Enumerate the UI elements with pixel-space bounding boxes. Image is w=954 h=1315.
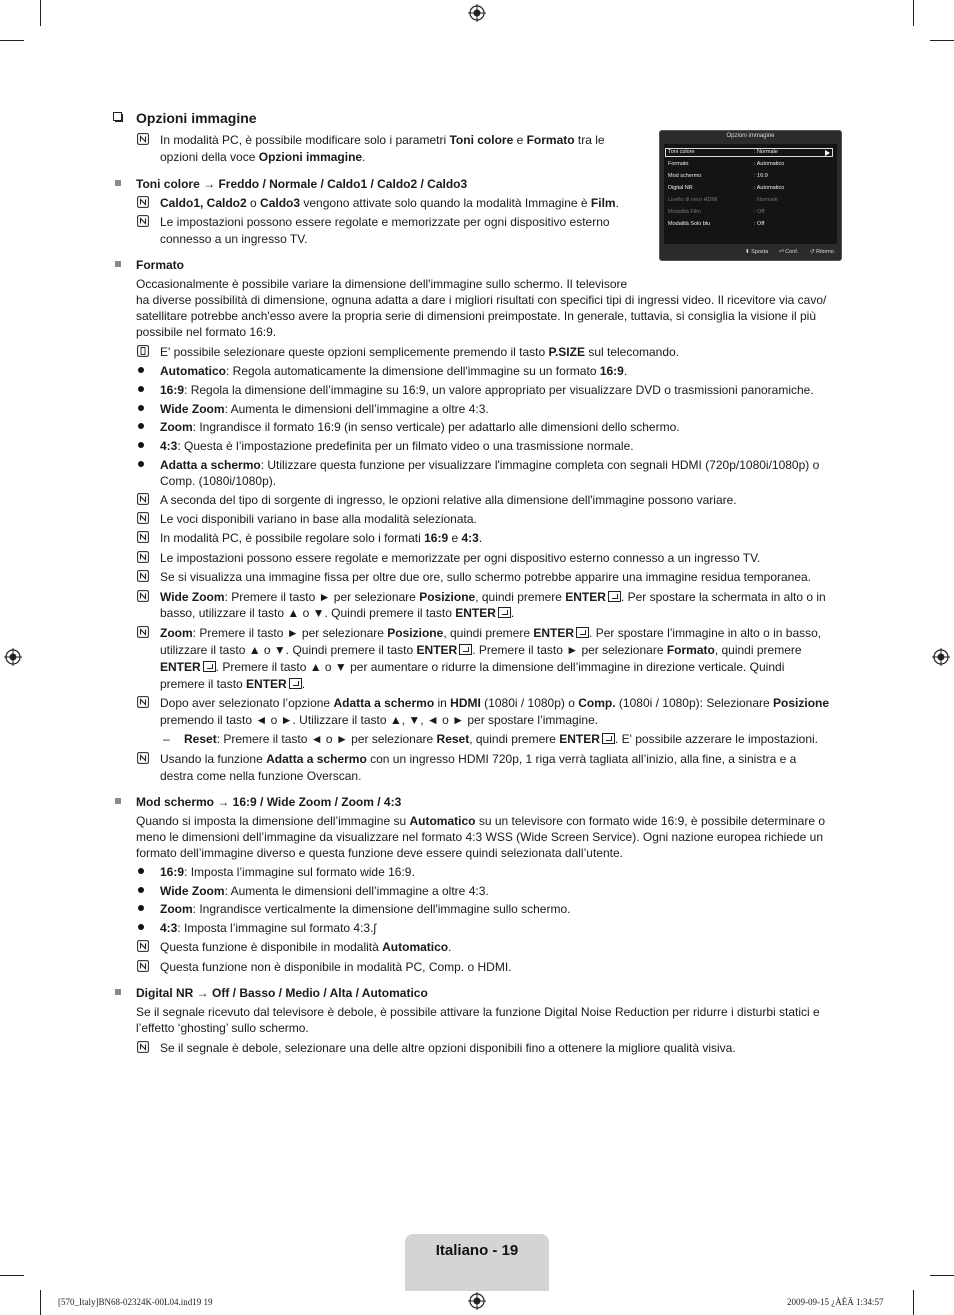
- print-slug-left: [570_Italy]BN68-02324K-00L04.ind19 19: [58, 1297, 213, 1307]
- mod-bullet-widezoom: Wide Zoom: Aumenta le dimensioni dell’immagine a oltre 4:3.: [160, 884, 489, 898]
- osd-menu-panel: [659, 130, 842, 261]
- formato-bullet-automatico: Automatico: Regola automaticamente la dimensione dell'immagine su un formato 16:9.: [160, 364, 628, 378]
- formato-note-7d: premere il tasto ENTER .: [160, 677, 306, 691]
- intro-note-line-2: opzioni della voce Opzioni immagine.: [160, 150, 366, 164]
- dash-bullet: –: [163, 732, 170, 746]
- formato-para: Occasionalmente è possibile variare la dimensione dell'immagine sullo schermo. Il televisore: [136, 277, 628, 291]
- note-icon: [137, 196, 149, 208]
- formato-bullet-169: 16:9: Regola la dimensione dell’immagine su 16:9, un valore appropriato per visualizzare DVD o trasmissioni panoramiche.: [160, 383, 814, 397]
- note-icon: [137, 551, 149, 563]
- mod-bullet-169: 16:9: Imposta l’immagine sul formato wide 16:9.: [160, 865, 415, 879]
- formato-bullet-zoom: Zoom: Ingrandisce il formato 16:9 (in senso verticale) per adattarlo alle dimensioni dello schermo.: [160, 420, 680, 434]
- bullet-dot: [138, 924, 144, 930]
- formato-note-5: Se si visualizza una immagine fissa per oltre due ore, sullo schermo potrebbe apparire una immagine residua temporanea.: [160, 570, 812, 584]
- toni-heading: Toni colore → Freddo / Normale / Caldo1 / Caldo2 / Caldo3: [136, 177, 468, 191]
- formato-note-3: In modalità PC, è possibile regolare solo i formati 16:9 e 4:3.: [160, 531, 483, 545]
- registration-mark-icon: [932, 648, 950, 666]
- remote-note-icon: [137, 345, 149, 357]
- mod-note-1: Questa funzione è disponibile in modalità Automatico.: [160, 940, 452, 954]
- formato-remote-note: E' possibile selezionare queste opzioni semplicemente premendo il tasto P.SIZE sul telecomando.: [160, 345, 680, 359]
- formato-note-9a: Usando la funzione Adatta a schermo con un ingresso HDMI 720p, 1 riga verrà tagliata all’inizio, alla fine, a sinistra e a: [160, 752, 797, 766]
- osd-row-modalita-film: Modalità Film : Off: [668, 209, 765, 215]
- osd-row-livello-nero-hdmi: Livello di nero HDMI : Normale: [668, 197, 778, 203]
- osd-footer-move: ⬍ Sposta: [745, 249, 769, 255]
- note-icon: [137, 531, 149, 543]
- formato-heading: Formato: [136, 258, 184, 272]
- enter-key-icon: [203, 661, 216, 672]
- osd-footer-enter: ⏎ Conf.: [779, 249, 799, 255]
- bullet-dot: [138, 423, 144, 429]
- note-icon: [137, 940, 149, 952]
- enter-icon: ⏎: [779, 249, 784, 255]
- formato-note-8a: Dopo aver selezionato l’opzione Adatta a schermo in HDMI (1080i / 1080p) o Comp. (1080i / 1080p): Selezionare Posizione: [160, 696, 830, 710]
- mod-para: formato dell’immagine diverso e questa funzione deve essere quindi selezionata dall’utente.: [136, 846, 623, 860]
- crop-mark: [913, 0, 914, 26]
- formato-para: ha diverse possibilità di dimensione, ognuna adatta a dare i migliori risultati con specifici tipi di ingressi video. Il ricevitore via cavo/: [136, 293, 827, 307]
- formato-bullet-43: 4:3: Questa è l’impostazione predefinita per un filmato video o una trasmissione normale.: [160, 439, 634, 453]
- section-bullet-square: [115, 180, 121, 186]
- formato-bullet-adatta-cont: Comp. (1080i/1080p).: [160, 474, 277, 488]
- osd-menu-title: Opzioni immagine: [726, 133, 775, 139]
- bullet-dot: [138, 442, 144, 448]
- formato-reset: Reset: Premere il tasto ◄ o ► per selezionare Reset, quindi premere ENTER . E' possibile azzerare le impostazioni.: [184, 732, 818, 746]
- osd-row-formato[interactable]: Formato : Automatico: [668, 161, 785, 167]
- page-number: Italiano - 19: [435, 1242, 519, 1259]
- note-icon: [137, 133, 149, 145]
- enter-key-icon: [289, 678, 302, 689]
- bullet-dot: [138, 367, 144, 373]
- note-icon: [137, 752, 149, 764]
- toni-note-2a: Le impostazioni possono essere regolate e memorizzate per ogni dispositivo esterno: [160, 215, 610, 229]
- bullet-dot: [138, 386, 144, 392]
- osd-row-toni-colore[interactable]: Toni colore : Normale: [668, 149, 778, 155]
- osd-row-mod-schermo[interactable]: Mod schermo : 16:9: [668, 173, 768, 179]
- formato-para: satellitare potrebbe anch'esso avere la propria serie di dimensioni preimpostate. In generale, tuttavia, si consiglia la visione il più: [136, 309, 816, 323]
- enter-key-icon: [602, 733, 615, 744]
- osd-footer-return: ↺ Ritorno: [810, 249, 834, 255]
- section-bullet-square: [115, 989, 121, 995]
- formato-bullet-widezoom: Wide Zoom: Aumenta le dimensioni dell’immagine a oltre 4:3.: [160, 402, 489, 416]
- note-icon: [137, 696, 149, 708]
- registration-mark-icon: [468, 4, 486, 22]
- mod-bullet-43: 4:3: Imposta l’immagine sul formato 4:3.ʃ: [160, 921, 377, 935]
- formato-note-7c: ENTER . Premere il tasto ▲ o ▼ per aumentare o ridurre la dimensione dell’immagine in direzione verticale. Quindi: [160, 660, 785, 674]
- crop-mark: [930, 40, 954, 41]
- bullet-dot: [138, 887, 144, 893]
- section-bullet-square: [115, 798, 121, 804]
- intro-note-line-1: In modalità PC, è possibile modificare solo i parametri Toni colore e Formato tra le: [160, 133, 605, 147]
- note-icon: [137, 512, 149, 524]
- bullet-dot: [138, 868, 144, 874]
- registration-mark-icon: [4, 648, 22, 666]
- osd-menu-list: [664, 144, 837, 244]
- note-icon: [137, 493, 149, 505]
- enter-key-icon: [576, 627, 589, 638]
- note-icon: [137, 626, 149, 638]
- mod-para: meno le dimensioni dell’immagine da visualizzare nel formato 4:3 WSS (Wide Screen Service). Ogni nazione europea richiede un: [136, 830, 824, 844]
- toni-note-1: Caldo1, Caldo2 o Caldo3 vengono attivate solo quando la modalità Immagine è Film.: [160, 196, 619, 210]
- mod-heading: Mod schermo → 16:9 / Wide Zoom / Zoom / 4:3: [136, 795, 402, 809]
- mod-para: Quando si imposta la dimensione dell’immagine su Automatico su un televisore con formato wide 16:9, è possibile determinare o: [136, 814, 826, 828]
- print-slug-right: 2009-09-15 ¿ÀÈÄ 1:34:57: [787, 1297, 884, 1307]
- return-icon: ↺: [810, 249, 815, 255]
- formato-note-7a: Zoom: Premere il tasto ► per selezionare Posizione, quindi premere ENTER . Per spostare l’immagine in alto o in basso,: [160, 626, 822, 640]
- crop-mark: [913, 1290, 914, 1315]
- crop-mark: [40, 1290, 41, 1315]
- osd-row-digital-nr[interactable]: Digital NR : Automatico: [668, 185, 785, 191]
- toni-note-2b: connesso a un ingresso TV.: [160, 232, 308, 246]
- formato-note-9b: destra come nella funzione Overscan.: [160, 769, 362, 783]
- dnr-heading: Digital NR → Off / Basso / Medio / Alta / Automatico: [136, 986, 428, 1000]
- dnr-para: Se il segnale ricevuto dal televisore è debole, è possibile attivare la funzione Digital Noise Reduction per ridurre i disturbi statici e: [136, 1005, 820, 1019]
- bullet-dot: [138, 461, 144, 467]
- formato-para: possibile nel formato 16:9.: [136, 325, 277, 339]
- section-title: Opzioni immagine: [136, 110, 257, 126]
- dnr-note-1: Se il segnale è debole, selezionare una delle altre opzioni disponibili fino a ottenere la migliore qualità visiva.: [160, 1041, 736, 1055]
- enter-key-icon: [608, 591, 621, 602]
- registration-mark-icon: [468, 1292, 486, 1310]
- note-icon: [137, 215, 149, 227]
- formato-note-2: Le voci disponibili variano in base alla modalità selezionata.: [160, 512, 477, 526]
- note-icon: [137, 590, 149, 602]
- bullet-dot: [138, 405, 144, 411]
- crop-mark: [0, 1275, 24, 1276]
- formato-note-7b: utilizzare il tasto ▲ o ▼. Quindi premere il tasto ENTER . Premere il tasto ► per selezionare Formato, quindi premere: [160, 643, 802, 657]
- mod-bullet-zoom: Zoom: Ingrandisce verticalmente la dimensione dell'immagine sullo schermo.: [160, 902, 571, 916]
- crop-mark: [0, 40, 24, 41]
- formato-note-1: A seconda del tipo di sorgente di ingresso, le opzioni relative alla dimensione dell'immagine possono variare.: [160, 493, 737, 507]
- formato-note-4: Le impostazioni possono essere regolate e memorizzate per ogni dispositivo esterno connesso a un ingresso TV.: [160, 551, 761, 565]
- osd-arrow-right-icon: [825, 150, 830, 156]
- crop-mark: [930, 1275, 954, 1276]
- formato-note-8b: premendo il tasto ◄ o ►. Utilizzare il tasto ▲, ▼, ◄ o ► per spostare l’immagine.: [160, 713, 599, 727]
- note-icon: [137, 1041, 149, 1053]
- formato-note-6a: Wide Zoom: Premere il tasto ► per selezionare Posizione, quindi premere ENTER . Per spostare la schermata in alto o in: [160, 590, 826, 604]
- checkbox-square-icon: [113, 112, 123, 122]
- dnr-para: l’effetto ‘ghosting’ sullo schermo.: [136, 1021, 309, 1035]
- note-icon: [137, 570, 149, 582]
- enter-key-icon: [498, 607, 511, 618]
- crop-mark: [40, 0, 41, 26]
- note-icon: [137, 960, 149, 972]
- section-bullet-square: [115, 261, 121, 267]
- formato-note-6b: basso, utilizzare il tasto ▲ o ▼. Quindi premere il tasto ENTER .: [160, 606, 515, 620]
- move-updown-icon: ⬍: [745, 249, 750, 255]
- mod-note-2: Questa funzione non è disponibile in modalità PC, Comp. o HDMI.: [160, 960, 512, 974]
- formato-bullet-adatta: Adatta a schermo: Utilizzare questa funzione per visualizzare l'immagine completa con segnali HDMI (720p/1080i/1080p) o: [160, 458, 820, 472]
- enter-key-icon: [459, 644, 472, 655]
- bullet-dot: [138, 905, 144, 911]
- osd-row-modalita-solo-blu[interactable]: Modalità Solo blu : Off: [668, 221, 765, 227]
